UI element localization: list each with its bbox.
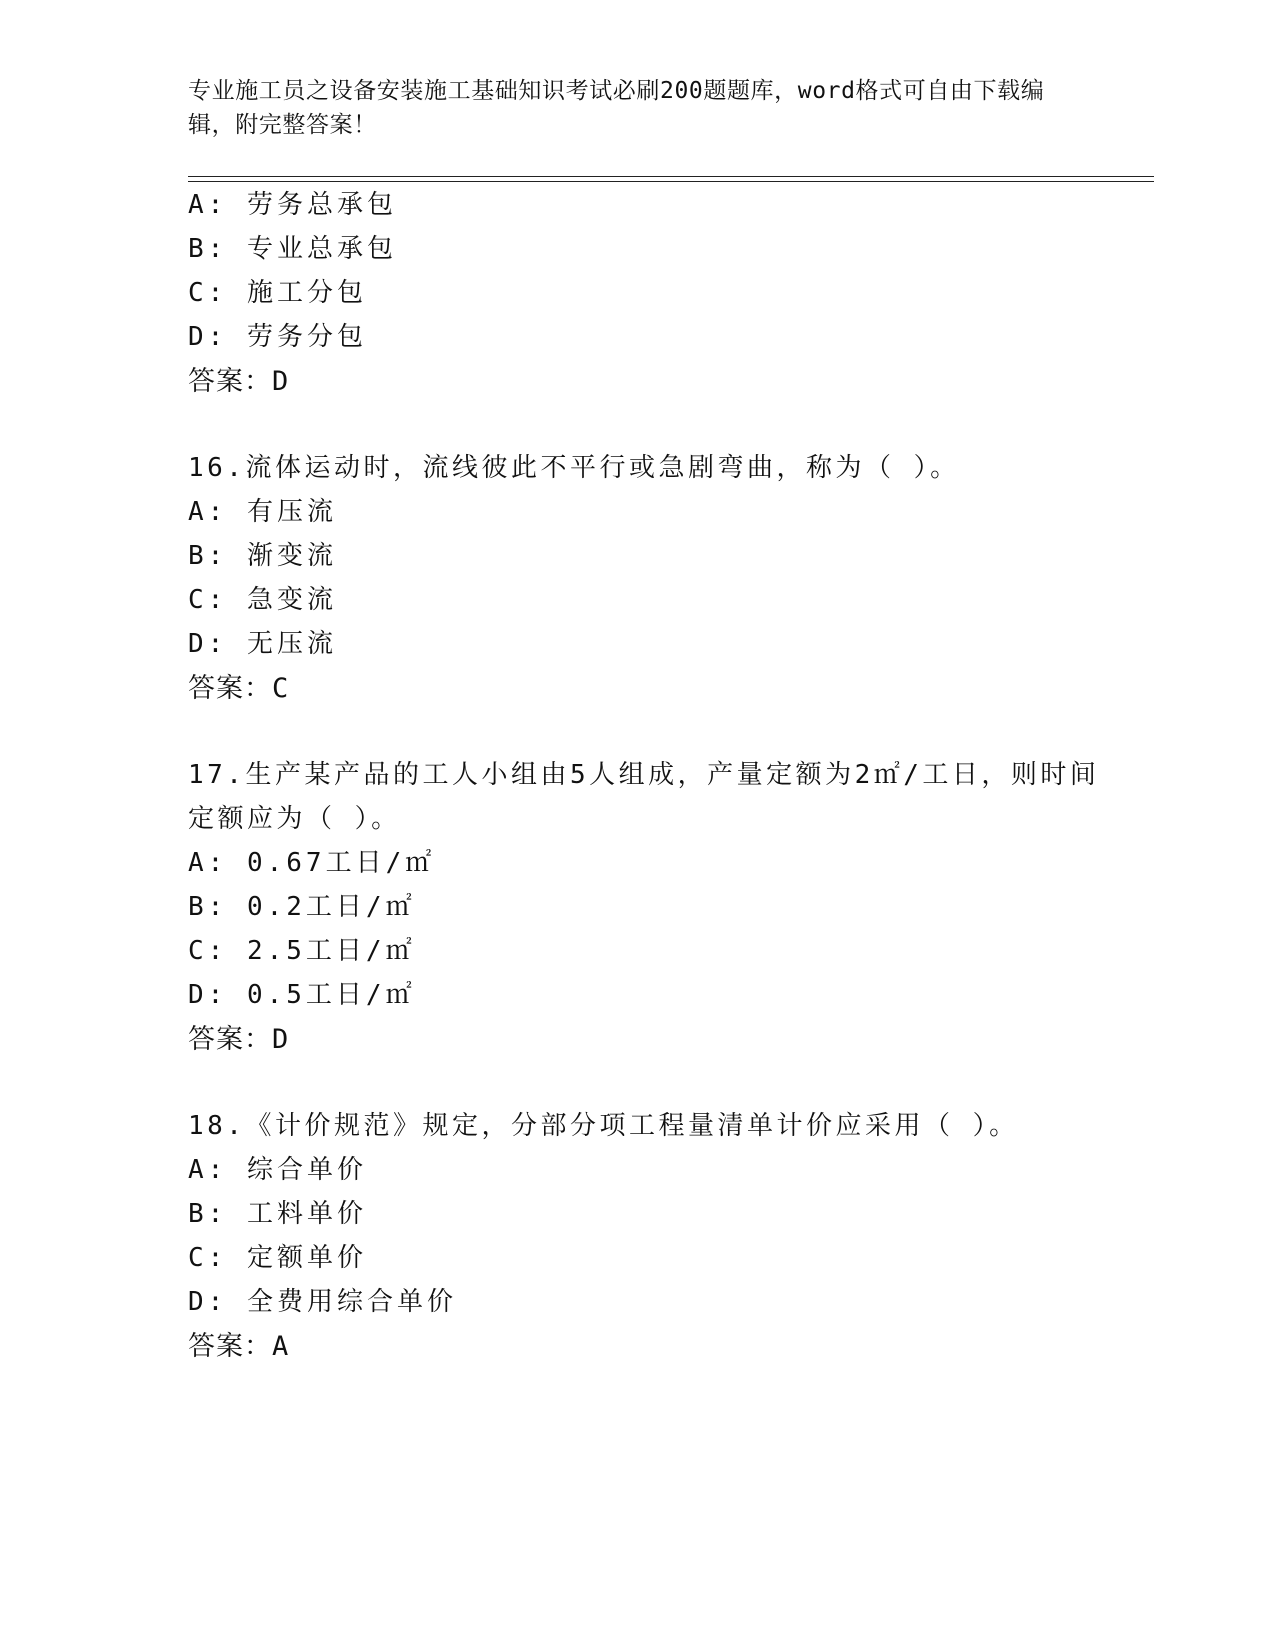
answer-value: A — [272, 1331, 290, 1362]
option-b: B: 专业总承包 — [188, 234, 397, 264]
answer-label: 答案： — [188, 673, 272, 703]
answer-line — [188, 1019, 289, 1059]
answer-line — [188, 668, 289, 708]
answer-label: 答案： — [188, 366, 272, 396]
option-d: D: 无压流 — [188, 629, 337, 659]
option-c: C: 急变流 — [188, 585, 337, 615]
option-b: B: 工料单价 — [188, 1199, 367, 1229]
option-d: D: 劳务分包 — [188, 322, 367, 352]
question-17-stem: 17.生产某产品的工人小组由5人组成，产量定额为2㎡/工日，则时间 — [188, 760, 1100, 790]
answer-label: 答案： — [188, 1024, 272, 1054]
header-divider — [188, 176, 1154, 177]
question-18-stem: 18.《计价规范》规定，分部分项工程量清单计价应采用（ ）。 — [188, 1111, 1019, 1141]
answer-value: D — [272, 366, 290, 397]
option-a: A: 0.67工日/㎡ — [188, 848, 436, 878]
answer-line — [188, 1326, 289, 1366]
option-b: B: 渐变流 — [188, 541, 337, 571]
option-a: A: 劳务总承包 — [188, 190, 397, 220]
answer-value: D — [272, 1024, 290, 1055]
option-a: A: 有压流 — [188, 497, 337, 527]
document-header: 专业施工员之设备安装施工基础知识考试必刷200题题库，word格式可自由下载编辑，附完整答案！ — [188, 78, 1045, 138]
option-d: D: 0.5工日/㎡ — [188, 980, 416, 1010]
option-b: B: 0.2工日/㎡ — [188, 892, 416, 922]
answer-line — [188, 361, 289, 401]
option-c: C: 施工分包 — [188, 278, 367, 308]
option-a: A: 综合单价 — [188, 1155, 367, 1185]
header-divider-second — [188, 181, 1154, 182]
answer-label: 答案： — [188, 1331, 272, 1361]
option-d: D: 全费用综合单价 — [188, 1287, 457, 1317]
option-c: C: 2.5工日/㎡ — [188, 936, 416, 966]
question-16-stem: 16.流体运动时，流线彼此不平行或急剧弯曲，称为（ ）。 — [188, 453, 960, 483]
answer-value: C — [272, 673, 290, 704]
option-c: C: 定额单价 — [188, 1243, 367, 1273]
question-17-stem-continued: 定额应为（ ）。 — [188, 804, 401, 834]
